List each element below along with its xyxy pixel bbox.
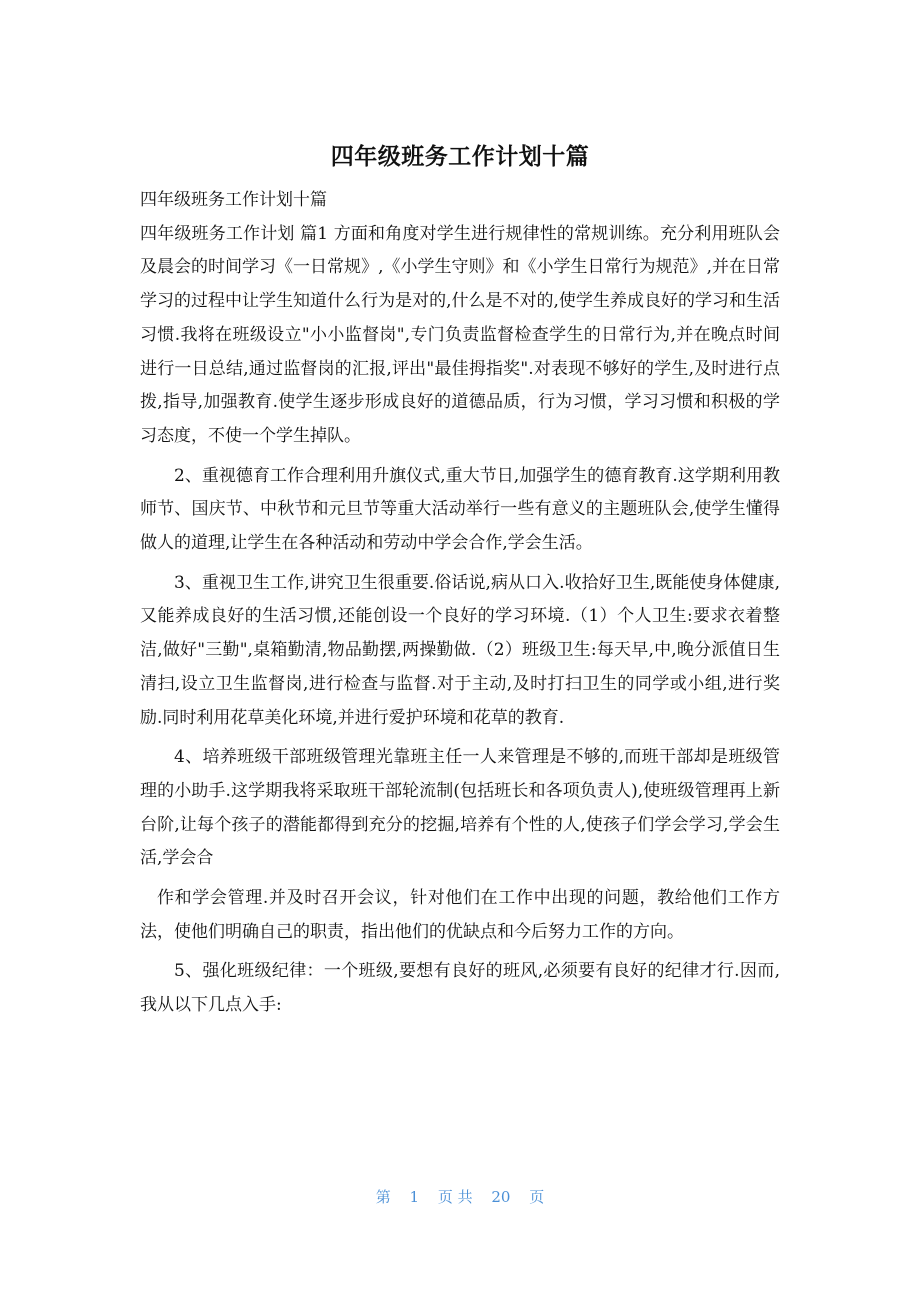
document-body (140, 184, 780, 1023)
page-footer (0, 1185, 920, 1209)
paragraph-3: 3、重视卫生工作,讲究卫生很重要.俗话说,病从口入.收拾好卫生,既能使身体健康,又能养成良好的生活习惯,还能创设一个良好的学习环境.（1）个人卫生:要求衣着整洁,做好"三勤",桌箱勤清,物品勤摆,两操勤做.（2）班级卫生:每天早,中,晚分派值日生清扫,设立卫生监督岗,进行检查与监督.对于主动,及时打扫卫生的同学或小组,进行奖励.同时利用花草美化环境,并进行爱护环境和花草的教育. (140, 572, 780, 728)
paragraph-1: 四年级班务工作计划 篇1 方面和角度对学生进行规律性的常规训练。充分利用班队会及晨会的时间学习《一日常规》,《小学生守则》和《小学生日常行为规范》,并在日常学习的过程中让学生知道什么行为是对的,什么是不对的,使学生养成良好的学习和生活习惯.我将在班级设立"小小监督岗",专门负责监督检查学生的日常行为,并在晚点时间进行一日总结,通过监督岗的汇报,评出"最佳拇指奖".对表现不够好的学生,及时进行点拨,指导,加强教育.使学生逐步形成良好的道德品质，行为习惯，学习习惯和积极的学习态度，不使一个学生掉队。 (140, 223, 780, 446)
footer-page-suffix: 页 (529, 1188, 545, 1206)
footer-page-total: 20 (491, 1188, 511, 1206)
footer-page-prefix: 第 (375, 1188, 391, 1206)
paragraph-5: 5、强化班级纪律：一个班级,要想有良好的班风,必须要有良好的纪律才行.因而,我从以下几点入手: (140, 961, 780, 1016)
footer-page-mid: 页 共 (437, 1188, 473, 1206)
paragraph-2: 2、重视德育工作合理利用升旗仪式,重大节日,加强学生的德育教育.这学期利用教师节、国庆节、中秋节和元旦节等重大活动举行一些有意义的主题班队会,使学生懂得做人的道理,让学生在各种活动和劳动中学会合作,学会生活。 (140, 465, 780, 554)
paragraph-4: 4、培养班级干部班级管理光靠班主任一人来管理是不够的,而班干部却是班级管理的小助手.这学期我将采取班干部轮流制(包括班长和各项负责人),使班级管理再上新台阶,让每个孩子的潜能都得到充分的挖掘,培养有个性的人,使孩子们学会学习,学会生活,学会合 (140, 747, 780, 869)
footer-page-number: 1 (409, 1188, 420, 1206)
document-subtitle: 四年级班务工作计划十篇 (140, 190, 327, 210)
paragraph-4-continued: 作和学会管理.并及时召开会议，针对他们在工作中出现的问题，教给他们工作方法，使他们明确自己的职责，指出他们的优缺点和今后努力工作的方向。 (140, 888, 780, 942)
page-title: 四年级班务工作计划十篇 (330, 144, 590, 170)
